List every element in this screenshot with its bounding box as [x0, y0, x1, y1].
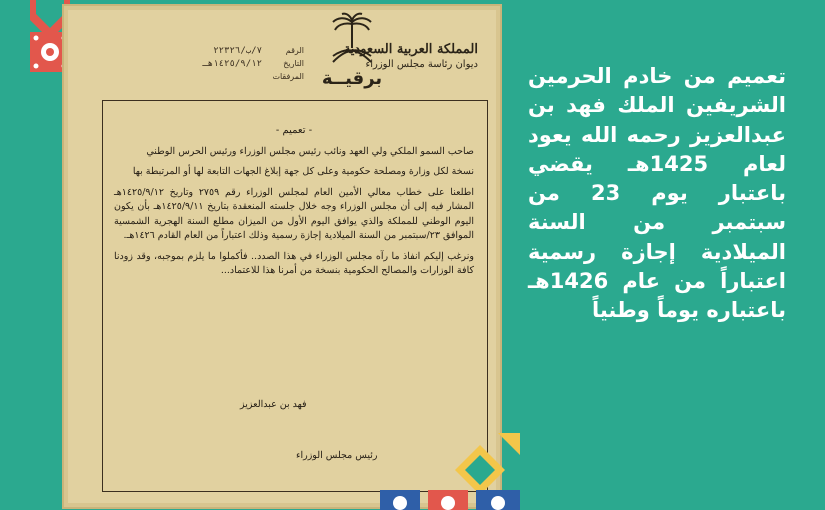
date-label: التاريخ — [283, 59, 304, 68]
document-type: برقيــة — [321, 68, 383, 89]
attachments-label: المرفقات — [272, 72, 304, 81]
document-meta — [154, 44, 304, 83]
signature-title: رئيس مجلس الوزراء — [296, 450, 378, 461]
number-label: الرقم — [285, 46, 304, 55]
document-body — [114, 124, 474, 285]
decorative-pattern-icon — [380, 425, 530, 510]
number-value: ٧/ب/٢٢٣٢٦ — [213, 45, 262, 56]
body-paragraph-1: اطلعنا على خطاب معالي الأمين العام لمجلس الوزراء رقم ٢٧٥٩ وتاريخ ١٤٢٥/٩/١٢هـ المشار فيه إلى أن مجلس الوزراء وجه خلال جلسته المنعقدة بتاريخ ١٤٢٥/٩/١١هـ بأن يكون اليوم الوطني للمملكة والذي يوافق اليوم الأول من الميزان مطلع السنة الهجرية الشمسية الموافق ٢٣/سبتمبر من السنة الميلادية إجازة رسمية وذلك اعتباراً من العام القادم ١٤٢٦هـ. — [114, 186, 474, 241]
letterhead-country: المملكة العربية السعودية — [343, 42, 478, 57]
caption-text: تعميم من خادم الحرمين الشريفين الملك فهد بن عبدالعزيز رحمه الله يعود لعام 1425هـ يقضي باعتبار يوم 23 من سبتمبر من السنة الميلادية إجازة رسمية اعتباراً من عام 1426هـ باعتباره يوماً وطنياً — [528, 64, 786, 323]
date-value: ١٤٢٥/٩/١٢هـ — [202, 58, 262, 69]
recipients-copy: نسخة لكل وزارة ومصلحة حكومية وعلى كل جهة إبلاغ الجهات التابعة لها أو المرتبطة بها — [132, 166, 474, 177]
recipients-primary: صاحب السمو الملكي ولي العهد ونائب رئيس مجلس الوزراء ورئيس الحرس الوطني — [146, 145, 474, 157]
document-heading: - تعميم - — [275, 125, 313, 136]
letterhead — [344, 42, 478, 70]
letterhead-office: ديوان رئاسة مجلس الوزراء — [365, 59, 478, 70]
signature-name: فهد بن عبدالعزيز — [240, 399, 307, 410]
body-paragraph-2: ونرغب إليكم انفاذ ما رآه مجلس الوزراء في هذا الصدد.. فأكملوا ما يلزم بموجبه، وقد زودنا كافة الوزارات والمصالح الحكومية بنسخة من أمرنا هذا للاعتماد... — [114, 250, 474, 276]
